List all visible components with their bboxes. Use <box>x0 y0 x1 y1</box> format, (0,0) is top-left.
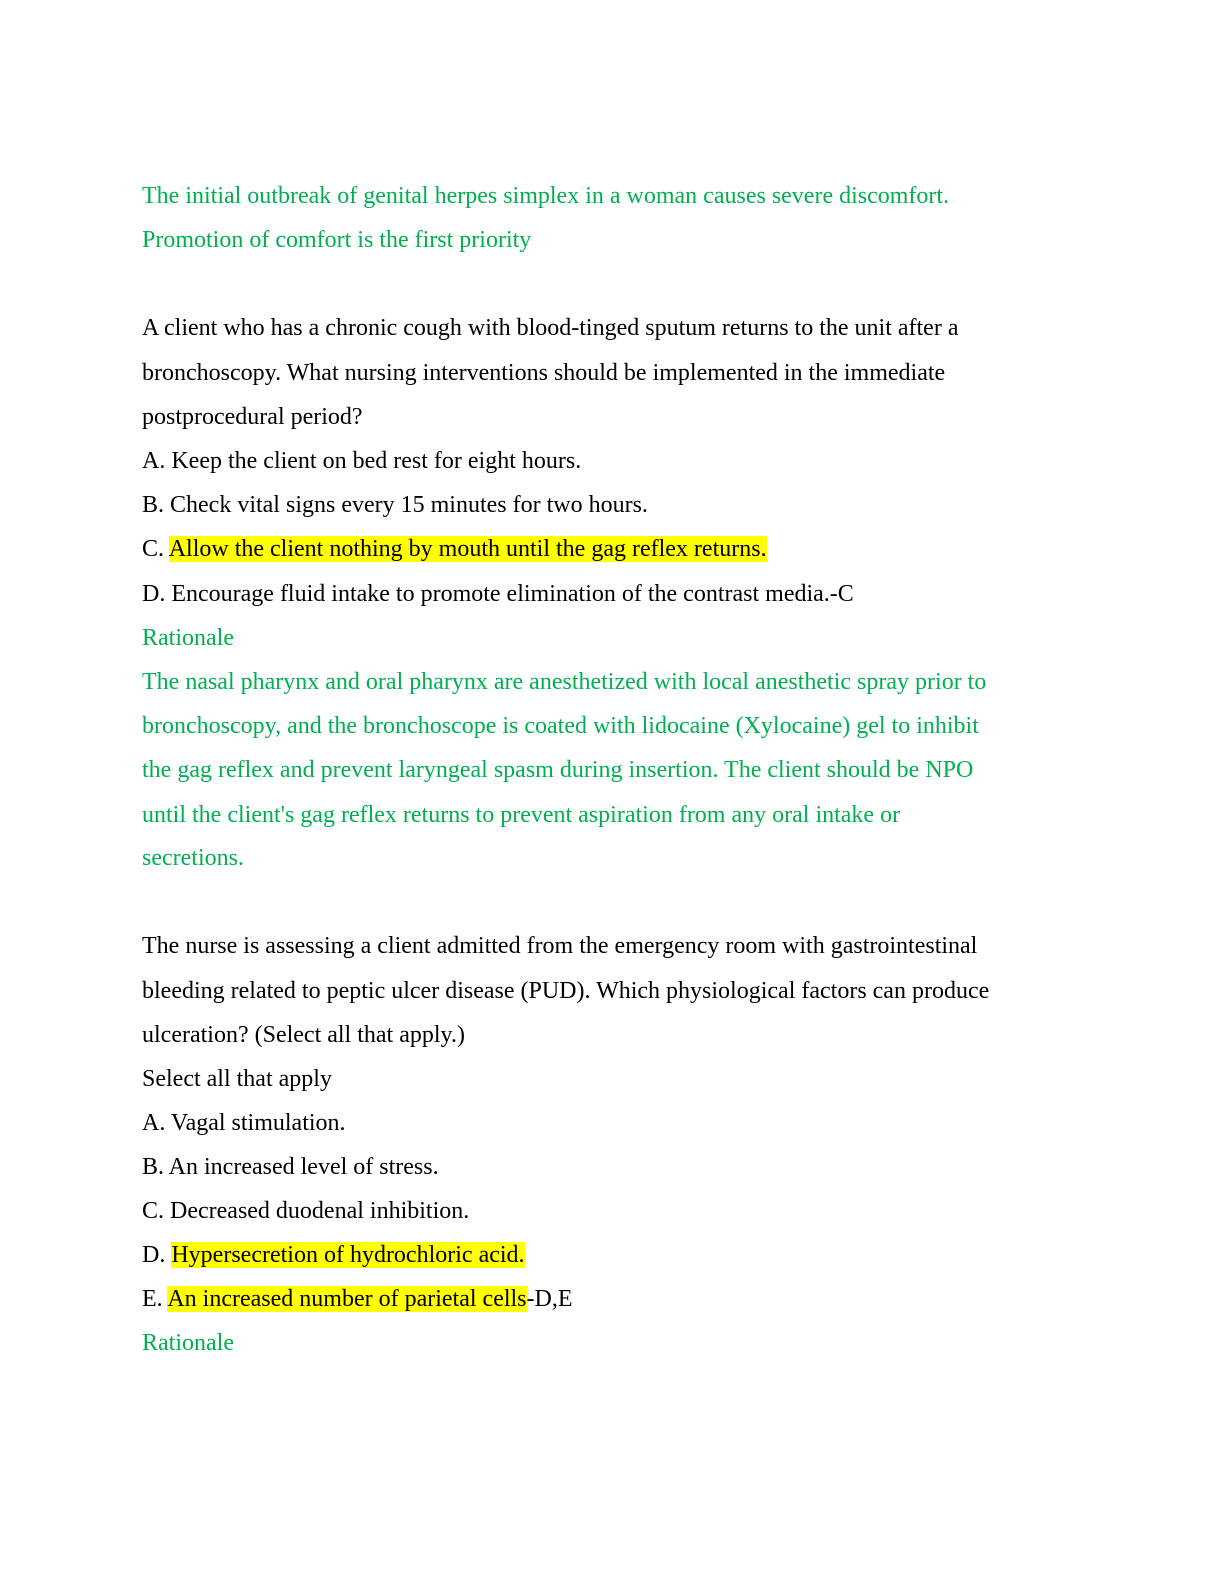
q2-option-e <box>142 1277 573 1321</box>
q1-option-c <box>142 527 767 571</box>
q1-rationale-line-3: the gag reflex and prevent laryngeal spasm during insertion. The client should be NPO <box>142 757 974 783</box>
q2-stem-line-1: The nurse is assessing a client admitted from the emergency room with gastrointestinal <box>142 933 978 959</box>
q1-option-d: D. Encourage fluid intake to promote elimination of the contrast media.-C <box>142 581 854 607</box>
q2-answer-key: -D,E <box>526 1286 573 1312</box>
q1-rationale-line-4: until the client's gag reflex returns to prevent aspiration from any oral intake or <box>142 802 901 828</box>
q2-stem-line-3: ulceration? (Select all that apply.) <box>142 1022 465 1048</box>
q1-stem-line-2: bronchoscopy. What nursing interventions should be implemented in the immediate <box>142 360 946 386</box>
intro-line-2: Promotion of comfort is the first priority <box>142 227 532 253</box>
q1-option-c-highlighted-answer: Allow the client nothing by mouth until the gag reflex returns. <box>168 536 767 562</box>
q2-option-c: C. Decreased duodenal inhibition. <box>142 1198 470 1224</box>
q1-option-b: B. Check vital signs every 15 minutes for two hours. <box>142 492 648 518</box>
q2-rationale-label: Rationale <box>142 1330 234 1356</box>
q1-rationale-label: Rationale <box>142 625 234 651</box>
q1-rationale-line-5: secretions. <box>142 845 244 871</box>
q2-stem-line-2: bleeding related to peptic ulcer disease (PUD). Which physiological factors can produce <box>142 978 990 1004</box>
q1-stem-line-3: postprocedural period? <box>142 404 363 430</box>
q2-option-b: B. An increased level of stress. <box>142 1154 439 1180</box>
intro-line-1: The initial outbreak of genital herpes simplex in a woman causes severe discomfort. <box>142 183 950 209</box>
q2-option-e-highlighted-answer: An increased number of parietal cells <box>167 1286 527 1312</box>
q1-rationale-line-1: The nasal pharynx and oral pharynx are anesthetized with local anesthetic spray prior to <box>142 669 987 695</box>
q1-stem-line-1: A client who has a chronic cough with blood-tinged sputum returns to the unit after a <box>142 315 959 341</box>
q2-option-d <box>142 1233 525 1277</box>
q2-option-a: A. Vagal stimulation. <box>142 1110 346 1136</box>
q2-instruction: Select all that apply <box>142 1066 332 1092</box>
q2-option-d-prefix: D. <box>142 1242 172 1268</box>
q1-option-a: A. Keep the client on bed rest for eight hours. <box>142 448 582 474</box>
q1-option-c-prefix: C. <box>142 536 169 562</box>
q1-rationale-line-2: bronchoscopy, and the bronchoscope is coated with lidocaine (Xylocaine) gel to inhibit <box>142 713 979 739</box>
q2-option-e-prefix: E. <box>142 1286 168 1312</box>
q2-option-d-highlighted-answer: Hypersecretion of hydrochloric acid. <box>171 1242 525 1268</box>
